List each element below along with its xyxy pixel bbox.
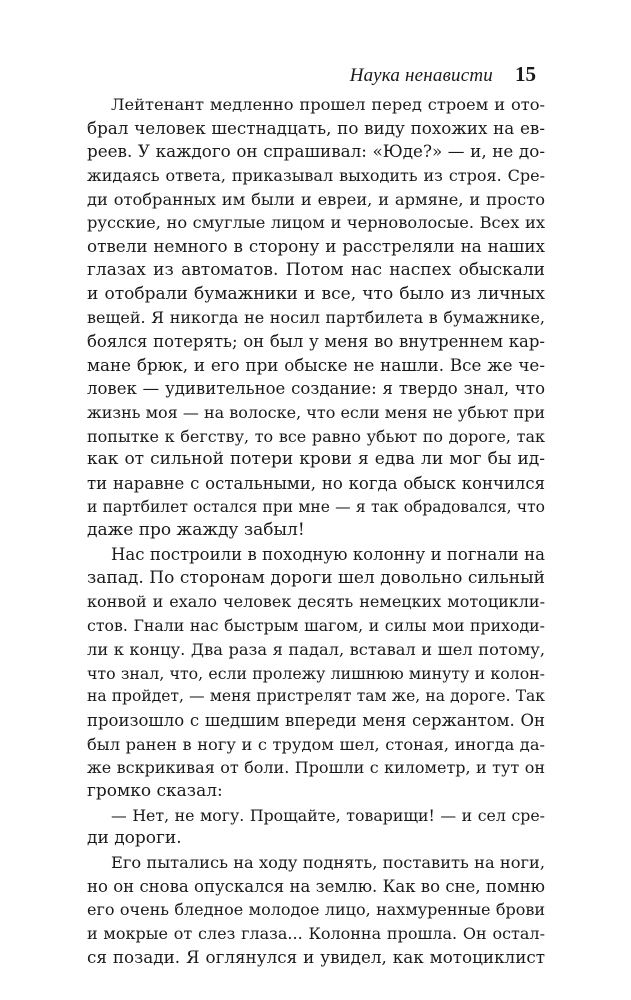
- text-line: глазах из автоматов. Потом нас наспех обыскали: [87, 259, 545, 280]
- text-line: Лейтенант медленно прошел перед строем и ото-: [111, 95, 545, 114]
- text-line: же вскрикивая от боли. Прошли с километр, и тут он: [87, 758, 545, 778]
- text-line: русские, но смуглые лицом и черноволосые. Всех их: [87, 213, 545, 233]
- text-line: боялся потерять; он был у меня во внутреннем кар-: [87, 331, 545, 351]
- text-line: но он снова опускался на землю. Как во сне, помню: [87, 876, 545, 896]
- text-line: конвой и ехало человек десять немецких мотоцикли-: [87, 592, 545, 612]
- text-line: и партбилет остался при мне — я так обрадовался, что: [87, 497, 545, 516]
- text-line: Его пытались на ходу поднять, поставить на ноги,: [111, 853, 545, 872]
- body-text: [87, 93, 545, 969]
- text-line: что знал, что, если пролежу лишнюю минуту и колон-: [87, 663, 545, 683]
- text-line: был ранен в ногу и с трудом шел, стоная, иногда да-: [87, 734, 545, 754]
- text-line: мане брюк, и его при обыске не нашли. Все же че-: [87, 354, 545, 375]
- text-line: ти наравне с остальными, но когда обыск кончился: [87, 474, 545, 493]
- text-line: брал человек шестнадцать, по виду похожих на ев-: [87, 117, 545, 138]
- text-line: реев. У каждого он спрашивал: «Юде?» — и, не до-: [87, 141, 545, 162]
- text-line: стов. Гнали нас быстрым шагом, и силы мои приходи-: [87, 616, 545, 636]
- text-line: произошло с шедшим впереди меня сержантом. Он: [87, 710, 545, 730]
- text-line: громко сказал:: [87, 780, 223, 801]
- page-number: 15: [515, 62, 536, 86]
- text-line: даже про жажду забыл!: [87, 520, 305, 541]
- text-line: — Нет, не могу. Прощайте, товарищи! — и сел сре-: [111, 805, 545, 825]
- text-line: жидаясь ответа, приказывал выходить из строя. Сре-: [87, 166, 545, 186]
- text-line: его очень бледное молодое лицо, нахмуренные брови: [87, 900, 545, 920]
- text-line: жизнь моя — на волоске, что если меня не убьют при: [87, 402, 545, 422]
- text-line: Нас построили в походную колонну и погнали на: [111, 545, 545, 565]
- text-line: отвели немного в сторону и расстреляли на наших: [87, 236, 545, 257]
- text-line: как от сильной потери крови я едва ли мог бы ид-: [87, 449, 545, 470]
- text-line: ди отобранных им были и евреи, и армяне, и просто: [87, 189, 545, 209]
- running-header: [350, 62, 536, 87]
- text-line: запад. По сторонам дороги шел довольно сильный: [87, 567, 545, 588]
- text-line: ли к концу. Два раза я падал, вставал и шел потому,: [87, 639, 545, 659]
- text-line: вещей. Я никогда не носил партбилета в бумажнике,: [87, 308, 545, 328]
- text-line: ловек — удивительное создание: я твердо знал, что: [87, 379, 545, 399]
- text-line: и отобрали бумажники и все, что было из личных: [87, 283, 545, 304]
- text-line: ся позади. Я оглянулся и увидел, как мотоциклист: [87, 946, 545, 967]
- running-title: Наука ненависти: [349, 65, 493, 86]
- text-line: ди дороги.: [87, 828, 182, 849]
- text-line: попытке к бегству, то все равно убьют по дороге, так: [87, 426, 545, 446]
- text-line: на пройдет, — меня пристрелят там же, на дороге. Так: [87, 687, 545, 706]
- text-line: и мокрые от слез глаза... Колонна прошла. Он остал-: [87, 924, 545, 944]
